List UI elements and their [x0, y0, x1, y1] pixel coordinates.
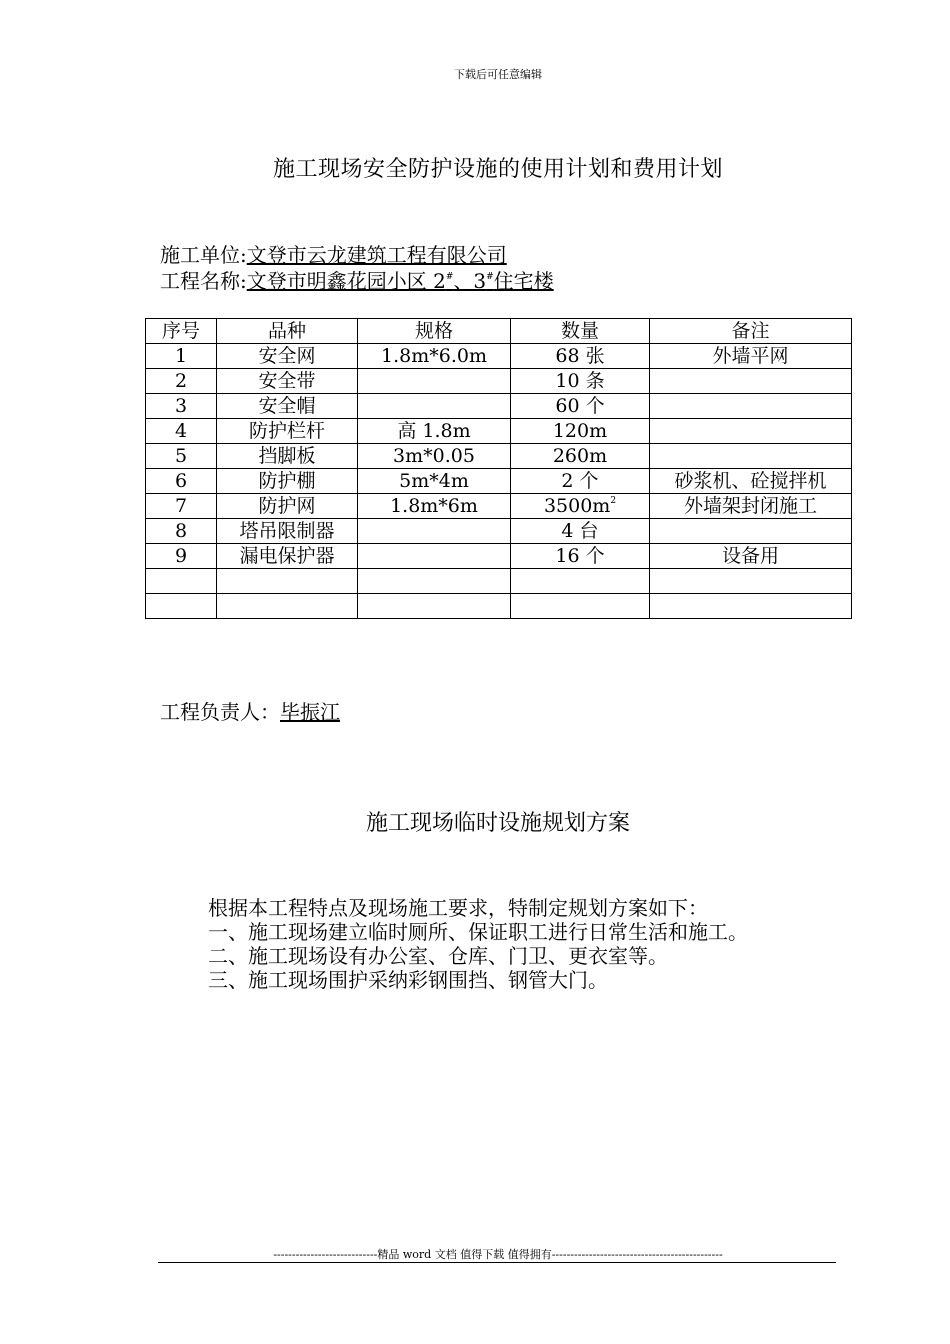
table-cell — [650, 419, 852, 444]
cell-text: 安全帽 — [258, 395, 316, 417]
cell-text: 1.8m*6.0m — [381, 345, 487, 367]
cell-text: 外墙平网 — [712, 345, 789, 367]
table-row — [146, 544, 852, 569]
cell-text: 5 — [174, 445, 188, 467]
cell-text: 防护栏杆 — [248, 420, 325, 442]
company-label: 施工单位: — [160, 243, 247, 267]
table-cell — [650, 444, 852, 469]
project-value — [247, 269, 554, 293]
project-line — [160, 268, 554, 294]
table-cell — [358, 519, 511, 544]
cell-text: 安全带 — [258, 370, 316, 392]
table-row — [146, 569, 852, 594]
table-cell — [511, 344, 650, 369]
table-cell — [146, 594, 217, 619]
plan-item: 一、施工现场建立临时厕所、保证职工进行日常生活和施工。 — [208, 920, 748, 944]
table-cell — [217, 494, 358, 519]
table-cell — [511, 369, 650, 394]
cell-text: 60 个 — [555, 395, 605, 417]
table-cell — [217, 569, 358, 594]
table-cell — [358, 419, 511, 444]
table-row — [146, 469, 852, 494]
table-row — [146, 344, 852, 369]
table-cell — [650, 394, 852, 419]
cell-text: 3500m — [543, 495, 611, 517]
company-line — [160, 242, 507, 268]
table-cell — [511, 594, 650, 619]
table-row — [146, 369, 852, 394]
page-title: 施工现场安全防护设施的使用计划和费用计划 — [272, 157, 723, 182]
table-cell — [358, 494, 511, 519]
table-cell — [650, 544, 852, 569]
table-cell — [358, 444, 511, 469]
header-cell: 品种 — [217, 319, 358, 344]
manager-line — [160, 696, 340, 725]
table-cell — [358, 544, 511, 569]
table-row — [146, 419, 852, 444]
cell-text: 260m — [552, 445, 608, 467]
footer-text: ----------------------------精品 word 文档 值得下载 值得拥有---------------------------------------------- — [273, 1248, 723, 1261]
cell-text: 5m*4m — [399, 470, 469, 492]
plan-item: 三、施工现场围护采纳彩钢围挡、钢管大门。 — [208, 968, 608, 992]
table-cell — [217, 394, 358, 419]
cell-text: 2 — [174, 370, 188, 392]
table-cell — [146, 344, 217, 369]
table-cell — [358, 594, 511, 619]
table-cell — [146, 369, 217, 394]
table-cell — [650, 494, 852, 519]
table-cell — [650, 344, 852, 369]
table-cell — [650, 569, 852, 594]
table-cell — [217, 419, 358, 444]
table-cell — [511, 569, 650, 594]
cell-text: 7 — [174, 495, 188, 517]
plan-text — [208, 896, 748, 992]
footer-divider — [158, 1262, 836, 1263]
cell-text: 高 1.8m — [397, 420, 471, 442]
cell-text: 9 — [174, 545, 188, 567]
table-cell — [217, 594, 358, 619]
table-cell — [650, 519, 852, 544]
cell-text: 挡脚板 — [258, 445, 316, 467]
cell-text: 防护网 — [258, 495, 316, 517]
table-cell — [217, 369, 358, 394]
header-note: 下载后可任意编辑 — [454, 68, 542, 81]
table-cell — [358, 369, 511, 394]
plan-intro: 根据本工程特点及现场施工要求，特制定规划方案如下： — [208, 896, 708, 920]
table-cell — [650, 369, 852, 394]
cell-text: 漏电保护器 — [239, 545, 335, 567]
unit-superscript: 2 — [610, 496, 617, 506]
table-cell — [146, 394, 217, 419]
project-sup1: # — [445, 272, 454, 282]
table-cell — [217, 444, 358, 469]
table-cell — [358, 469, 511, 494]
table-cell — [511, 419, 650, 444]
table-cell — [511, 394, 650, 419]
table-row — [146, 594, 852, 619]
cell-text: 4 台 — [561, 520, 599, 542]
table-cell — [217, 344, 358, 369]
cell-text: 3 — [174, 395, 188, 417]
cell-text: 安全网 — [258, 345, 316, 367]
table-cell — [650, 469, 852, 494]
header-cell: 序号 — [146, 319, 217, 344]
table-cell — [511, 469, 650, 494]
equipment-table — [145, 318, 852, 619]
company-value: 文登市云龙建筑工程有限公司 — [246, 243, 507, 267]
manager-label: 工程负责人： — [160, 700, 280, 724]
table-cell — [358, 344, 511, 369]
cell-text: 16 个 — [555, 545, 605, 567]
cell-text: 68 张 — [555, 345, 605, 367]
table-cell — [146, 494, 217, 519]
cell-text: 4 — [174, 420, 188, 442]
cell-text: 砂浆机、砼搅拌机 — [674, 470, 827, 492]
cell-text: 塔吊限制器 — [239, 520, 335, 542]
table-cell — [146, 569, 217, 594]
cell-text: 120m — [552, 420, 608, 442]
header-cell: 数量 — [511, 319, 650, 344]
table-cell — [146, 519, 217, 544]
cell-text: 10 条 — [555, 370, 605, 392]
project-value-part3: 住宅楼 — [493, 269, 554, 293]
table-row — [146, 394, 852, 419]
project-value-part2: 、3 — [453, 269, 487, 293]
table-cell — [146, 444, 217, 469]
project-label: 工程名称: — [160, 269, 247, 293]
table-cell — [217, 469, 358, 494]
cell-text: 防护棚 — [258, 470, 316, 492]
table-cell — [146, 419, 217, 444]
cell-text: 2 个 — [561, 470, 599, 492]
cell-text: 6 — [174, 470, 188, 492]
cell-text: 1.8m*6m — [390, 495, 478, 517]
cell-text: 外墙架封闭施工 — [683, 495, 817, 517]
plan-item: 二、施工现场设有办公室、仓库、门卫、更衣室等。 — [208, 944, 668, 968]
manager-value: 毕振江 — [280, 700, 340, 724]
cell-text: 8 — [174, 520, 188, 542]
section-title: 施工现场临时设施规划方案 — [365, 811, 630, 836]
table-cell — [511, 544, 650, 569]
project-value-part1: 文登市明鑫花园小区 2 — [246, 269, 446, 293]
table-cell — [217, 544, 358, 569]
table-cell — [650, 594, 852, 619]
table-row — [146, 444, 852, 469]
cell-text: 3m*0.05 — [393, 445, 475, 467]
table-header-row — [146, 319, 852, 344]
project-sup2: # — [486, 272, 494, 282]
table-row — [146, 494, 852, 519]
cell-text: 1 — [174, 345, 188, 367]
table-cell — [146, 469, 217, 494]
table-cell — [358, 394, 511, 419]
table-cell — [217, 519, 358, 544]
table-cell — [511, 494, 650, 519]
table-cell — [511, 519, 650, 544]
cell-text: 设备用 — [721, 545, 779, 567]
header-cell: 规格 — [358, 319, 511, 344]
table-cell — [358, 569, 511, 594]
table-row — [146, 519, 852, 544]
table-cell — [146, 544, 217, 569]
header-cell: 备注 — [650, 319, 852, 344]
table-cell — [511, 444, 650, 469]
